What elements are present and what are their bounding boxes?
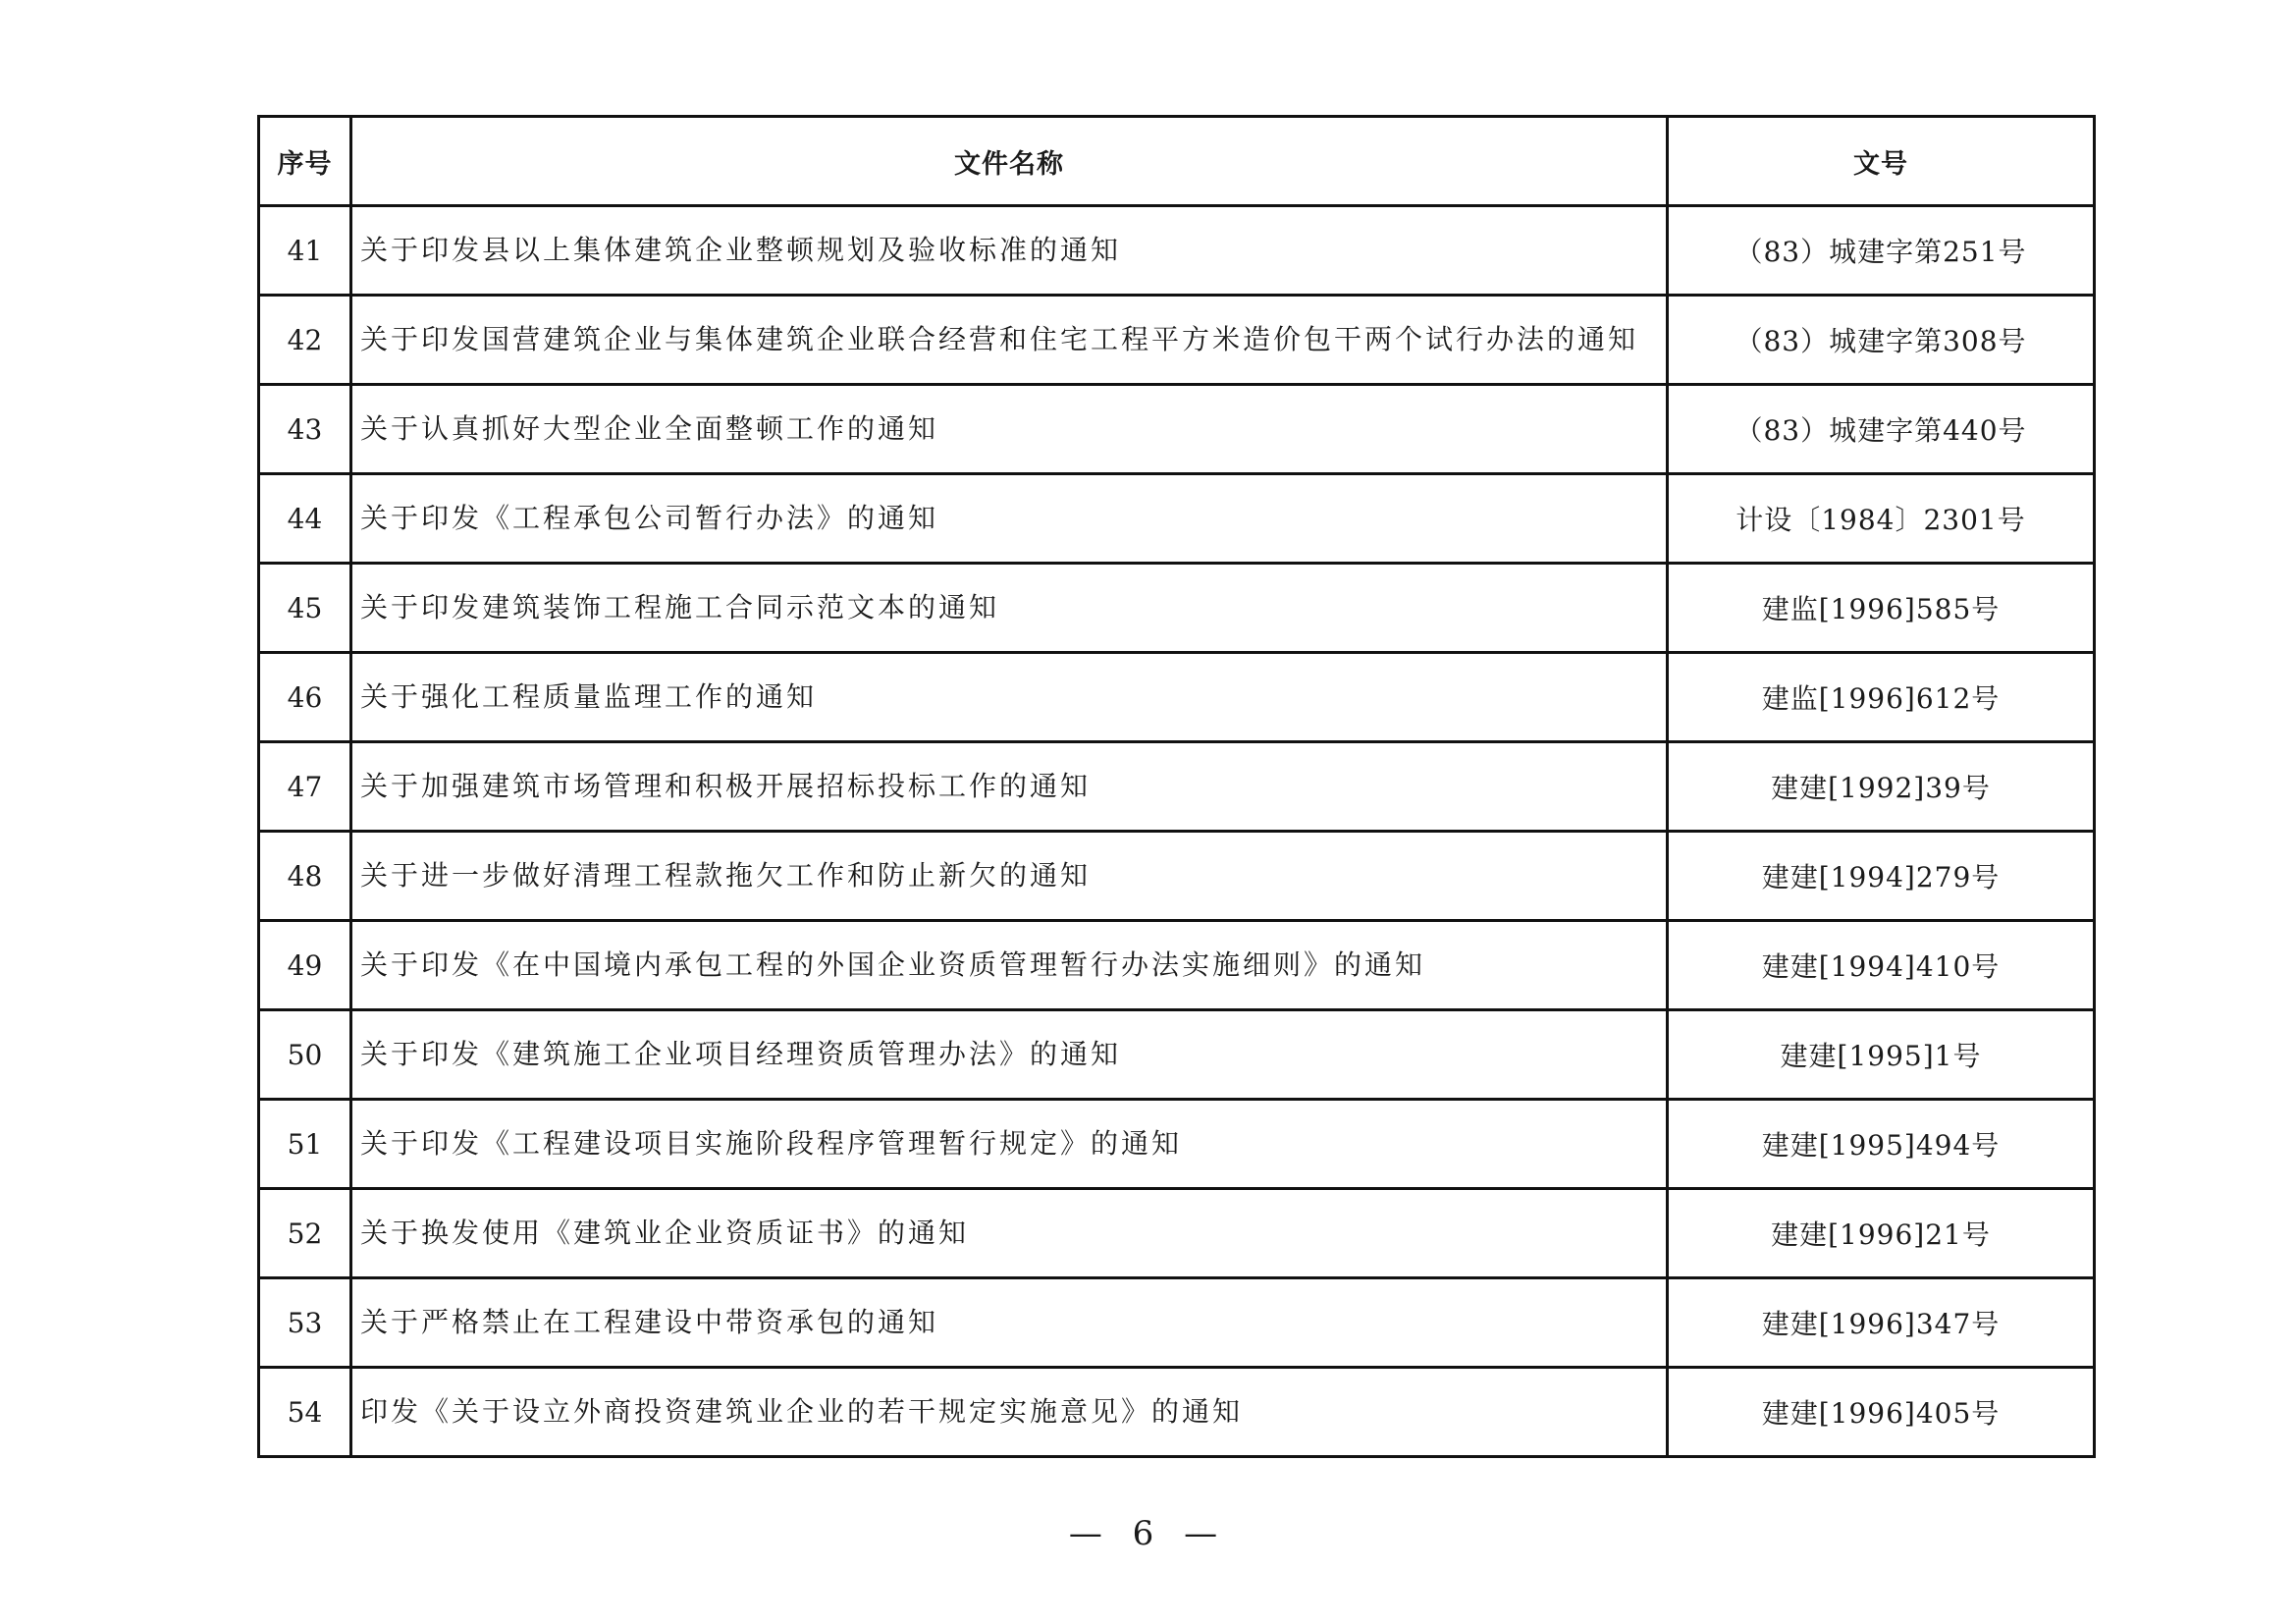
row-number: 计设〔1984〕2301号 <box>1668 474 2095 564</box>
row-seq: 43 <box>259 385 351 474</box>
table-row <box>259 1100 2095 1189</box>
row-number: 建建[1995]1号 <box>1668 1010 2095 1100</box>
row-seq: 54 <box>259 1368 351 1457</box>
row-number: 建建[1994]279号 <box>1668 832 2095 921</box>
document-table <box>257 115 2096 1458</box>
row-name: 关于加强建筑市场管理和积极开展招标投标工作的通知 <box>351 742 1668 832</box>
row-name: 关于印发县以上集体建筑企业整顿规划及验收标准的通知 <box>351 206 1668 296</box>
table-row <box>259 385 2095 474</box>
row-number: 建监[1996]612号 <box>1668 653 2095 742</box>
header-name: 文件名称 <box>351 117 1668 206</box>
row-seq: 48 <box>259 832 351 921</box>
table-row <box>259 1278 2095 1368</box>
row-number: 建建[1992]39号 <box>1668 742 2095 832</box>
row-number: （83）城建字第308号 <box>1668 296 2095 385</box>
row-name: 关于换发使用《建筑业企业资质证书》的通知 <box>351 1189 1668 1278</box>
table-header-row <box>259 117 2095 206</box>
table-row <box>259 742 2095 832</box>
header-number: 文号 <box>1668 117 2095 206</box>
row-seq: 52 <box>259 1189 351 1278</box>
row-name: 关于印发国营建筑企业与集体建筑企业联合经营和住宅工程平方米造价包干两个试行办法的通知 <box>351 296 1668 385</box>
row-name: 印发《关于设立外商投资建筑业企业的若干规定实施意见》的通知 <box>351 1368 1668 1457</box>
row-number: 建监[1996]585号 <box>1668 564 2095 653</box>
row-name: 关于印发《工程承包公司暂行办法》的通知 <box>351 474 1668 564</box>
table-row <box>259 1368 2095 1457</box>
row-number: （83）城建字第440号 <box>1668 385 2095 474</box>
page-number: — 6 — <box>1068 1514 1228 1553</box>
row-seq: 53 <box>259 1278 351 1368</box>
row-number: 建建[1994]410号 <box>1668 921 2095 1010</box>
table-row <box>259 296 2095 385</box>
table-row <box>259 564 2095 653</box>
row-number: 建建[1996]347号 <box>1668 1278 2095 1368</box>
table-row <box>259 653 2095 742</box>
row-name: 关于严格禁止在工程建设中带资承包的通知 <box>351 1278 1668 1368</box>
table-row <box>259 1189 2095 1278</box>
table-row <box>259 474 2095 564</box>
row-seq: 47 <box>259 742 351 832</box>
row-seq: 51 <box>259 1100 351 1189</box>
row-seq: 45 <box>259 564 351 653</box>
row-name: 关于进一步做好清理工程款拖欠工作和防止新欠的通知 <box>351 832 1668 921</box>
row-name: 关于印发《建筑施工企业项目经理资质管理办法》的通知 <box>351 1010 1668 1100</box>
row-seq: 49 <box>259 921 351 1010</box>
row-name: 关于印发《在中国境内承包工程的外国企业资质管理暂行办法实施细则》的通知 <box>351 921 1668 1010</box>
row-name: 关于印发建筑装饰工程施工合同示范文本的通知 <box>351 564 1668 653</box>
header-seq: 序号 <box>259 117 351 206</box>
row-number: 建建[1996]21号 <box>1668 1189 2095 1278</box>
row-number: 建建[1996]405号 <box>1668 1368 2095 1457</box>
row-seq: 46 <box>259 653 351 742</box>
row-name: 关于认真抓好大型企业全面整顿工作的通知 <box>351 385 1668 474</box>
row-seq: 41 <box>259 206 351 296</box>
row-seq: 50 <box>259 1010 351 1100</box>
row-number: （83）城建字第251号 <box>1668 206 2095 296</box>
table-row <box>259 1010 2095 1100</box>
row-seq: 42 <box>259 296 351 385</box>
table-row <box>259 206 2095 296</box>
row-name: 关于强化工程质量监理工作的通知 <box>351 653 1668 742</box>
row-name: 关于印发《工程建设项目实施阶段程序管理暂行规定》的通知 <box>351 1100 1668 1189</box>
table-row <box>259 921 2095 1010</box>
row-seq: 44 <box>259 474 351 564</box>
table-row <box>259 832 2095 921</box>
row-number: 建建[1995]494号 <box>1668 1100 2095 1189</box>
